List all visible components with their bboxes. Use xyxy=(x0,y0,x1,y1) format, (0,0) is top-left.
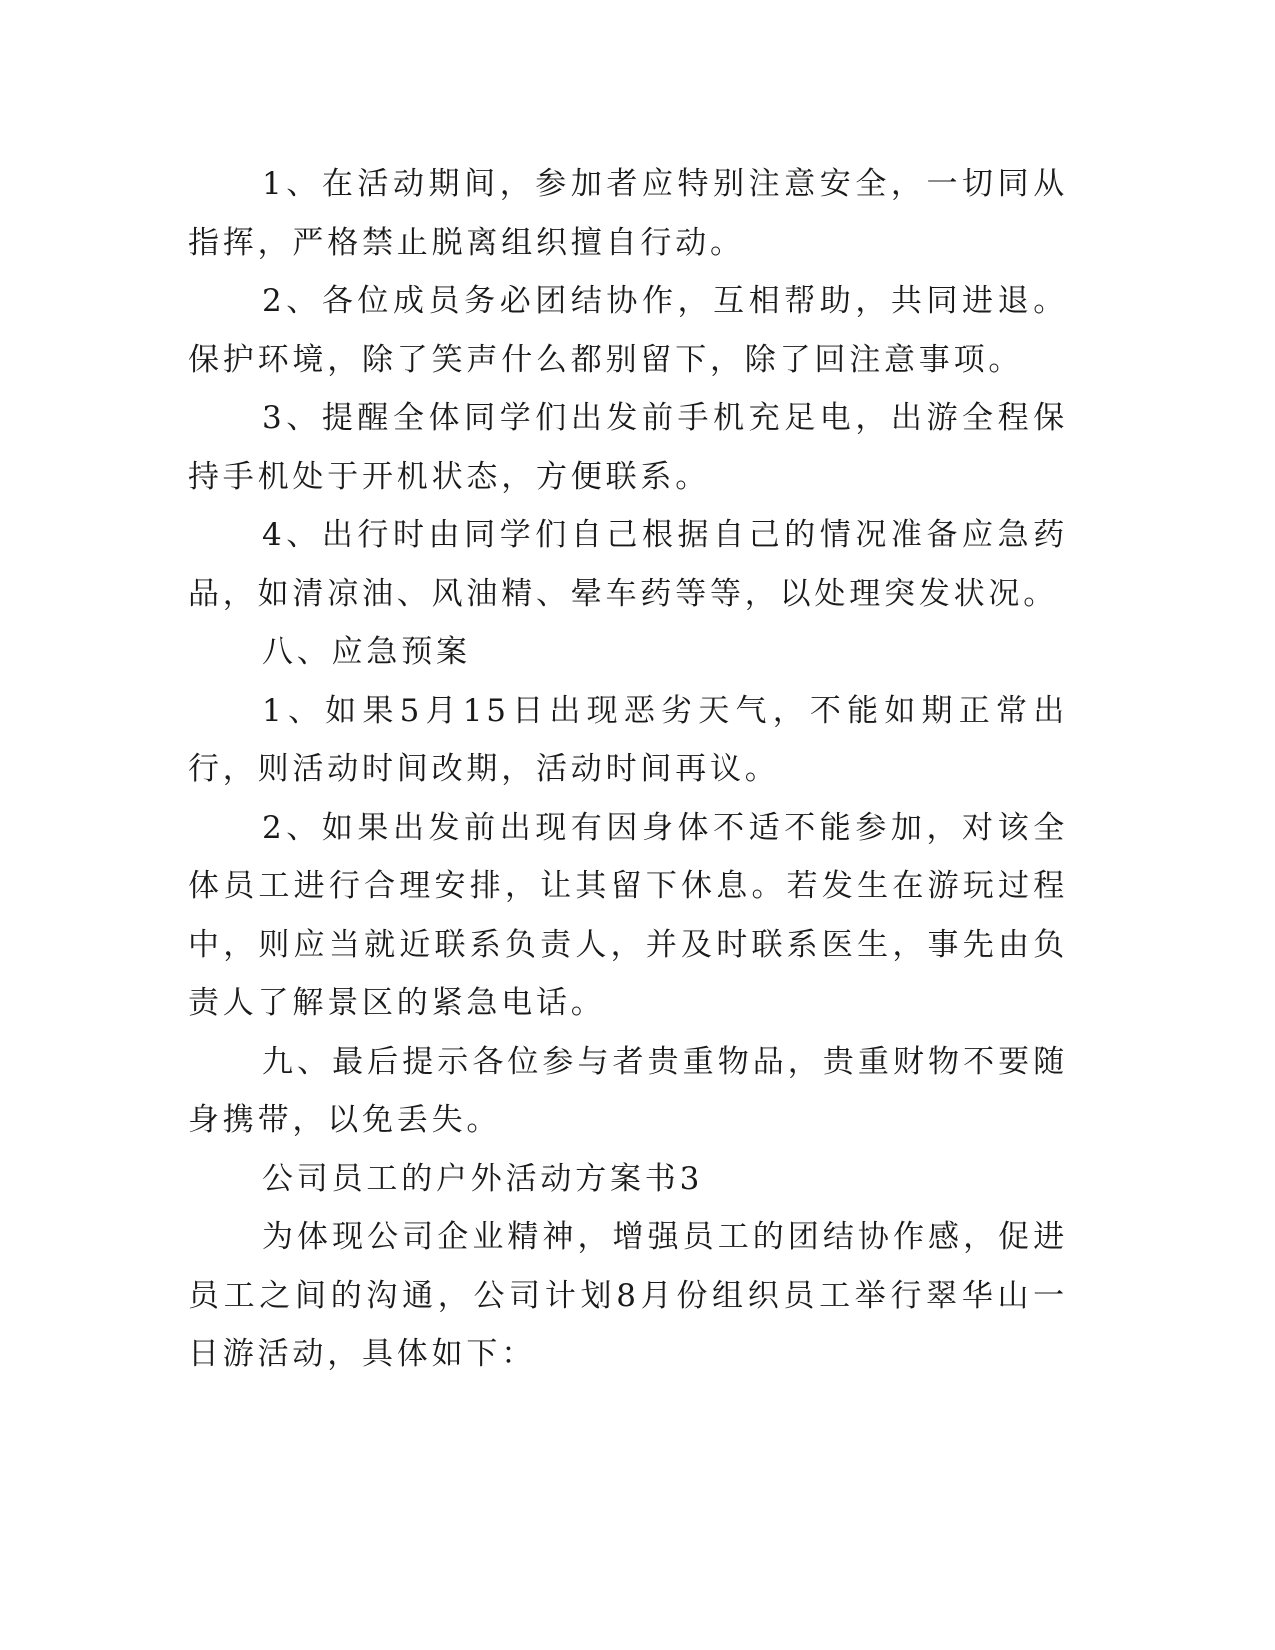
paragraph-medicine: 4、出行时由同学们自己根据自己的情况准备应急药品，如清凉油、风油精、晕车药等等，以处理突发状况。 xyxy=(188,517,1068,612)
section-heading-emergency-plan: 八、应急预案 xyxy=(262,634,471,670)
paragraph-safety-notice: 1、在活动期间，参加者应特别注意安全，一切同从指挥，严格禁止脱离组织擅自行动。 xyxy=(188,166,1068,261)
paragraph-weather: 1、如果5月15日出现恶劣天气，不能如期正常出行，则活动时间改期，活动时间再议。 xyxy=(188,692,1068,787)
document-body xyxy=(188,155,1068,1384)
paragraph-health: 2、如果出发前出现有因身体不适不能参加，对该全体员工进行合理安排，让其留下休息。若发生在游玩过程中，则应当就近联系负责人，并及时联系医生，事先由负责人了解景区的紧急电话。 xyxy=(188,809,1068,1021)
paragraph-teamwork: 2、各位成员务必团结协作，互相帮助，共同进退。保护环境，除了笑声什么都别留下，除了回注意事项。 xyxy=(188,283,1068,378)
paragraph-phone-reminder: 3、提醒全体同学们出发前手机充足电，出游全程保持手机处于开机状态，方便联系。 xyxy=(188,400,1068,495)
section-heading-plan-3: 公司员工的户外活动方案书3 xyxy=(262,1160,704,1197)
paragraph-intro: 为体现公司企业精神，增强员工的团结协作感，促进员工之间的沟通，公司计划8月份组织员工举行翠华山一日游活动，具体如下： xyxy=(188,1219,1068,1372)
paragraph-valuables: 九、最后提示各位参与者贵重物品，贵重财物不要随身携带，以免丢失。 xyxy=(188,1043,1068,1138)
